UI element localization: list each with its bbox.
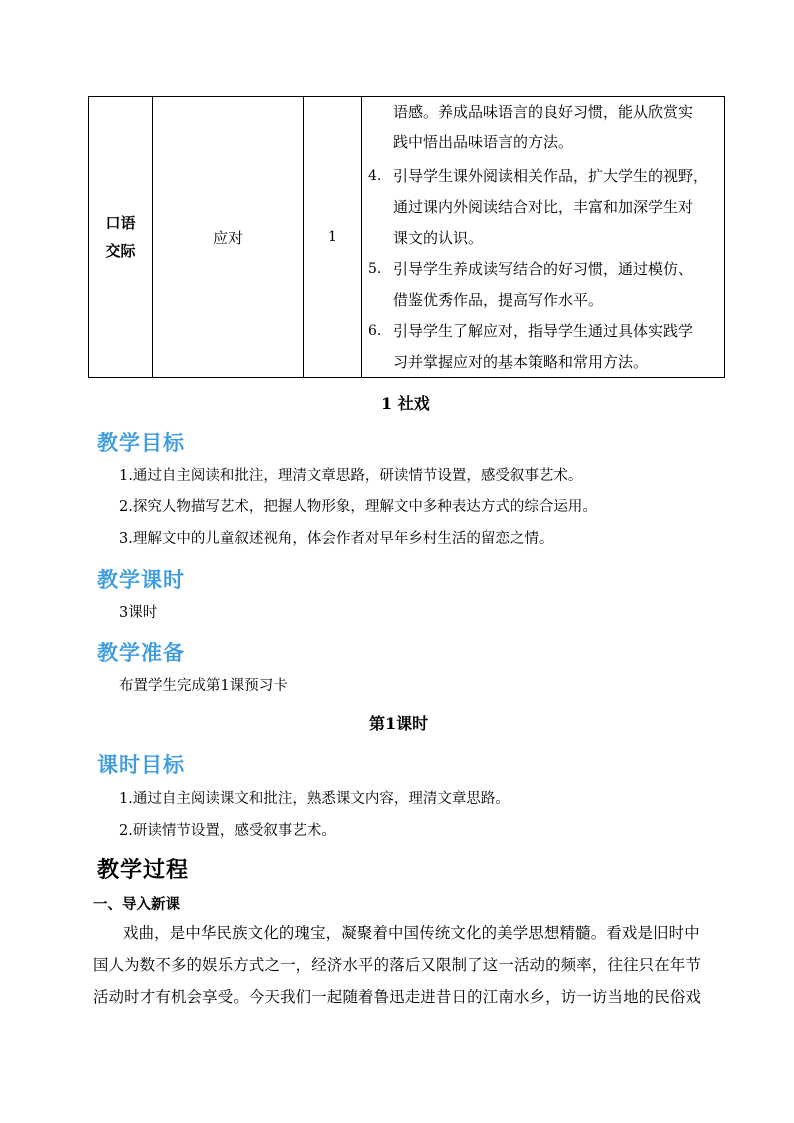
hours-cell: 1 [304,97,362,378]
paragraph-line: 戏曲，是中华民族文化的瑰宝，凝聚着中国传统文化的美学思想精髓。看戏是旧时中 [123,924,700,942]
step-heading: 一、导入新课 [93,897,180,913]
goal-number: 6. [368,323,382,339]
category-line-2: 交际 [105,242,136,260]
goals-cell [362,97,725,378]
category-cell [89,97,153,378]
curriculum-table [88,96,725,378]
lesson-title: 1 社戏 [381,394,430,413]
paragraph-line: 国人为数不多的娱乐方式之一，经济水平的落后又限制了这一活动的频率，往往只在年节 [93,956,702,974]
objective-item: 3.理解文中的儿童叙述视角，体会作者对早年乡村生活的留恋之情。 [119,531,554,547]
topic-cell: 应对 [153,97,304,378]
period-title: 第1课时 [369,714,429,733]
period-goal-item: 2.研读情节设置，感受叙事艺术。 [119,823,336,839]
objectives-heading: 教学目标 [97,431,185,455]
goal-number: 4. [368,168,382,184]
paragraph-line: 活动时才有机会享受。今天我们一起随着鲁迅走进昔日的江南水乡，访一访当地的民俗戏 [93,988,702,1006]
goal-list: 语感。养成品味语言的良好习惯，能从欣赏实 践中悟出品味语言的方法。 4. 引导学生课外阅读相关作品，扩大学生的视野， 通过课内外阅读结合对比，丰富和加深学生对 课文的认识。 5. 引导学生养成读写结合的好习惯，通过模仿、 借鉴优秀作品，提高写作水平。 6. 引导学生了解应对，指导学生通过具体实践学 习并掌握应对的基本策略和常用方法。 [368,103,709,371]
period-goal-item: 1.通过自主阅读课文和批注，熟悉课文内容，理清文章思路。 [119,791,510,807]
table-row [89,97,725,378]
prep-text: 布置学生完成第1课预习卡 [119,678,288,694]
hours-heading: 教学课时 [97,568,185,592]
objective-item: 1.通过自主阅读和批注，理清文章思路，研读情节设置，感受叙事艺术。 [119,468,583,484]
category-line-1: 口语 [105,214,136,232]
prep-heading: 教学准备 [97,641,185,665]
goal-number: 5. [368,261,382,277]
process-heading: 教学过程 [97,858,190,883]
hours-text: 3课时 [119,605,158,621]
objective-item: 2.探究人物描写艺术，把握人物形象，理解文中多种表达方式的综合运用。 [119,499,597,515]
period-goals-heading: 课时目标 [97,753,185,777]
